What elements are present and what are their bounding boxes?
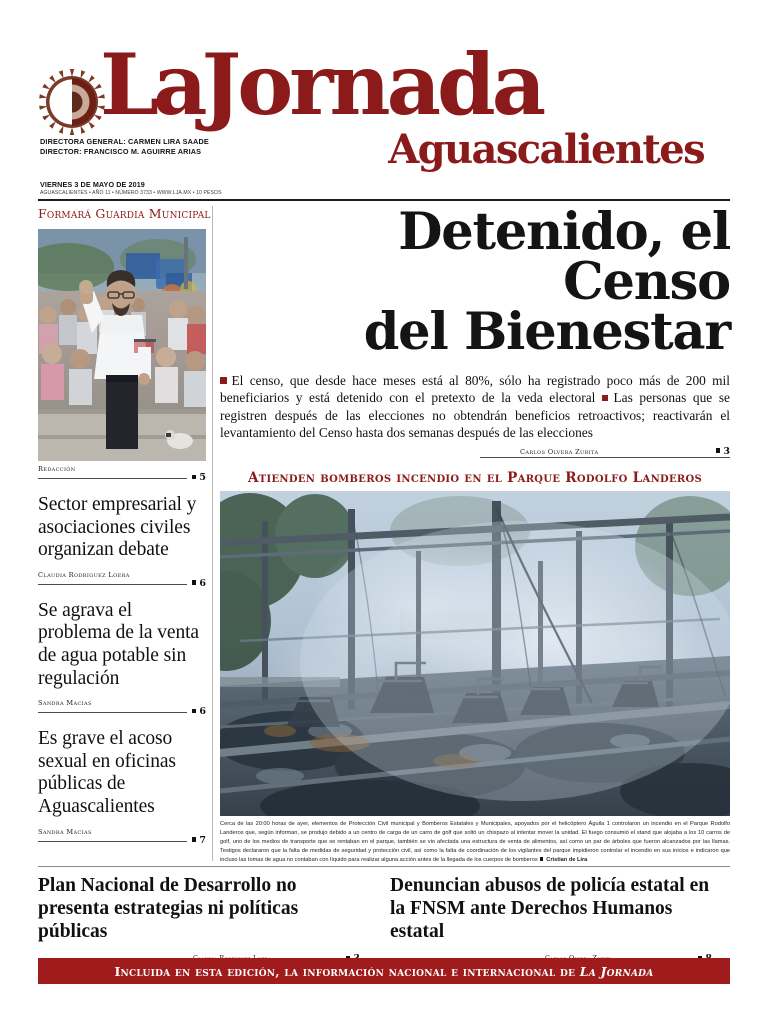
- masthead-wordmark: [100, 35, 543, 134]
- bullet-square-icon: [540, 857, 544, 861]
- sidebar-headline: Es grave el acoso sexual en oficinas públicas de Aguascalientes: [38, 728, 176, 818]
- page-number: 7: [199, 834, 206, 846]
- sidebar-item-0[interactable]: [38, 494, 206, 593]
- sidebar-item-1[interactable]: [38, 600, 206, 721]
- page-number: 3: [723, 445, 730, 457]
- bullet-square-red-icon: [220, 377, 227, 384]
- lead-paragraph: [220, 372, 730, 442]
- pageref-rule: [38, 841, 206, 842]
- sidebar-pageref-row: [38, 708, 206, 721]
- caption-text: Cerca de las 20:00 horas de ayer, elementos de Protección Civil municipal y Bomberos Estatales y Municipales, apoyados por el helicóptero Águila 1 controlaron un incendio en el Parque Rodolfo Landeros que, según informan, se produjo debido a un centro de carga de un carro de golf que soltó un chispazo al intentar mover la unidad. El fuego consumió el stand que alojaba a los 10 carros de golf, uno de los medios de transporte que se rentaban en el parque, también se vio afectada una estructura de venta de alimentos, así como un par de árboles que fueron alcanzados por las llamas. Testigos declararon que la falta de medidas de seguridad y protección civil, así como la falta de coordinación de los vigilantes del parque impidieron controlar el incendio en sus inicios e indicaron que incluso las tomas de agua no contaban con líquido para realizar alguna acción antes de la llegada de los cuerpos de bomberos: [220, 820, 730, 863]
- masthead: [38, 0, 730, 200]
- lead-part-1: El censo, que desde hace meses está al 80%, sólo ha registrado poco más de 200 mil beneficiarios y está detenido con el pretexto de la veda electoral: [220, 372, 730, 406]
- bottom-item-right[interactable]: [390, 874, 712, 970]
- masthead-edition-info: AGUASCALIENTES • AÑO 11 • NÚMERO 3733 • WWW.LJA.MX • 10 PESOS: [40, 190, 222, 196]
- banner-text: [115, 964, 654, 979]
- director-general-line: DIRECTORA GENERAL: CARMEN LIRA SAADE: [40, 137, 209, 146]
- sidebar-lead-pageref[interactable]: [187, 472, 206, 483]
- photo-kicker: Atienden bomberos incendio en el Parque Rodolfo Landeros: [247, 469, 703, 486]
- banner-text-before: Incluida en esta edición, la información nacional e internacional de: [114, 963, 580, 979]
- pageref-rule: [38, 584, 206, 585]
- bottom-item-left[interactable]: [38, 874, 360, 970]
- headline-line-2: del Bienestar: [363, 301, 730, 362]
- sidebar-item-2[interactable]: [38, 728, 206, 849]
- caption-byline: Cristian de Lira: [546, 856, 588, 863]
- bullet-square-icon: [192, 837, 197, 842]
- bullet-square-icon: [716, 448, 721, 453]
- bullet-square-icon: [192, 709, 197, 714]
- sidebar-byline: Sandra Macías: [38, 699, 92, 708]
- masthead-date: VIERNES 3 DE MAYO DE 2019: [40, 180, 145, 189]
- bottom-headline: Plan Nacional de Desarrollo no presenta estrategias ni políticas públicas: [38, 875, 299, 942]
- bottom-banner: [38, 958, 730, 984]
- sidebar-pageref-row: [38, 577, 206, 593]
- page-number: 6: [199, 577, 206, 589]
- page-title: [220, 202, 730, 362]
- bottom-headline: Denuncian abusos de policía estatal en la FNSM ante Derechos Humanos estatal: [390, 875, 710, 942]
- bottom-divider: [38, 866, 730, 867]
- wordmark-jornada: Jornada: [201, 35, 543, 134]
- main-photo-caption: [220, 820, 730, 865]
- main-column: [220, 202, 730, 865]
- wordmark-la: La: [100, 35, 202, 134]
- bullet-square-red-icon: [602, 395, 609, 402]
- main-credit-row: [220, 445, 730, 462]
- sidebar-pageref-row: [38, 834, 206, 850]
- sidebar-lead-photo: [38, 229, 206, 461]
- sidebar-pageref[interactable]: [187, 835, 206, 846]
- main-byline: Carlos Olvera Zurita: [516, 448, 602, 456]
- bullet-square-icon: [192, 580, 197, 585]
- sidebar-lead-kicker: Formará Guardia Municipal: [38, 206, 211, 221]
- sidebar-byline: Claudia Rodríguez Loera: [38, 570, 130, 579]
- bottom-section: [38, 874, 730, 964]
- column-divider: [212, 206, 213, 861]
- page-number: 5: [199, 472, 206, 483]
- sidebar-headline: Sector empresarial y asociaciones civiles organizan debate: [38, 494, 197, 561]
- sidebar-pageref[interactable]: [187, 706, 206, 717]
- director-line: DIRECTOR: FRANCISCO M. AGUIRRE ARIAS: [40, 147, 202, 157]
- banner-text-italic: La Jornada: [579, 963, 654, 979]
- sidebar-lead-pageref-row: [38, 474, 206, 487]
- sidebar-headline: Se agrava el problema de la venta de agua potable sin regulación: [38, 599, 199, 689]
- sidebar-lead-byline: Redacción: [38, 465, 76, 473]
- pageref-rule: [38, 478, 206, 479]
- sidebar-pageref[interactable]: [187, 578, 206, 589]
- masthead-credits: [40, 137, 209, 158]
- bullet-square-icon: [192, 475, 197, 480]
- sidebar-byline: Sandra Macías: [38, 827, 92, 836]
- pageref-rule: [38, 712, 206, 713]
- main-pageref[interactable]: [711, 446, 730, 457]
- credit-rule: [480, 457, 730, 458]
- page-number: 6: [199, 706, 206, 718]
- main-photo-fire-scene: [220, 491, 730, 816]
- lead-part-2: Las personas que se registren después de las elecciones no obtendrán beneficios retroactivos; reactivarán el levantamiento del Censo hasta dos semanas después de las elecciones: [220, 390, 730, 441]
- masthead-divider: [38, 199, 730, 201]
- sidebar-column: [38, 206, 211, 850]
- masthead-subtitle: Aguascalientes: [388, 126, 704, 173]
- headline-line-1: Detenido, el Censo: [398, 202, 730, 312]
